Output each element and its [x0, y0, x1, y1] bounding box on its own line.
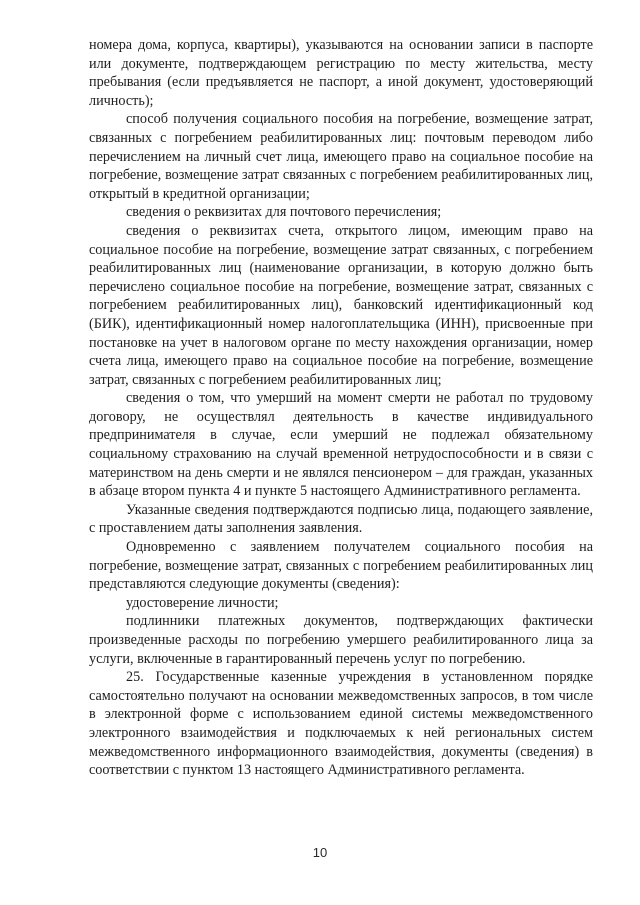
paragraph: сведения о том, что умерший на момент смерти не работал по трудовому договору, не осуществлял деятельность в качестве индивидуального предпринимателя в случае, если умерший не подлежал обязательному социальному страхованию на случай временной нетрудоспособности и в связи с материнством на день смерти и не являлся пенсионером – для граждан, указанных в абзаце втором пункта 4 и пункте 5 настоящего Административного регламента.: [89, 390, 593, 500]
paragraph: 25. Государственные казенные учреждения в установленном порядке самостоятельно получают на основании межведомственных запросов, в том числе в электронной форме с использованием единой системы межведомственного электронного взаимодействия и подключаемых к ней региональных систем межведомственного информационного взаимодействия, документы (сведения) в соответствии с пунктом 13 настоящего Административного регламента.: [89, 669, 593, 779]
paragraph: способ получения социального пособия на погребение, возмещение затрат, связанных с погребением реабилитированных лиц: почтовым переводом либо перечислением на личный счет лица, имеющего право на социальное пособие на погребение, возмещение затрат связанных с погребением реабилитированных лиц, открытый в кредитной организации;: [89, 111, 593, 202]
page-number: 10: [312, 845, 328, 860]
paragraph: Указанные сведения подтверждаются подписью лица, подающего заявление, с проставлением даты заполнения заявления.: [89, 501, 593, 537]
paragraph: Одновременно с заявлением получателем социального пособия на погребение, возмещение затрат, связанных с погребением реабилитированных лиц представляются следующие документы (сведения):: [89, 539, 593, 593]
document-body: [89, 36, 593, 780]
paragraph: номера дома, корпуса, квартиры), указываются на основании записи в паспорте или документе, подтверждающем регистрацию по месту жительства, месту пребывания (если предъявляется не паспорт, а иной документ, удостоверяющий личность);: [89, 37, 593, 109]
paragraph: удостоверение личности;: [126, 594, 279, 611]
paragraph: подлинники платежных документов, подтверждающих фактически произведенные расходы по погребению умершего реабилитированного лица за услуги, включенные в гарантированный перечень услуг по погребению.: [89, 613, 593, 667]
paragraph: сведения о реквизитах для почтового перечисления;: [126, 204, 442, 221]
paragraph: сведения о реквизитах счета, открытого лицом, имеющим право на социальное пособие на погребение, возмещение затрат связанных, с погребением реабилитированных лиц (наименование организации, в которую должно быть перечислено социальное пособие на погребение, возмещение затрат, связанных с погребением реабилитированных лиц), банковский идентификационный код (БИК), идентификационный номер налогоплательщика (ИНН), присвоенные при постановке на учет в налоговом органе по месту нахождения организации, номер счета лица, имеющего право на социальное пособие на погребение, возмещение затрат, связанных с погребением реабилитированных лиц;: [89, 222, 593, 388]
